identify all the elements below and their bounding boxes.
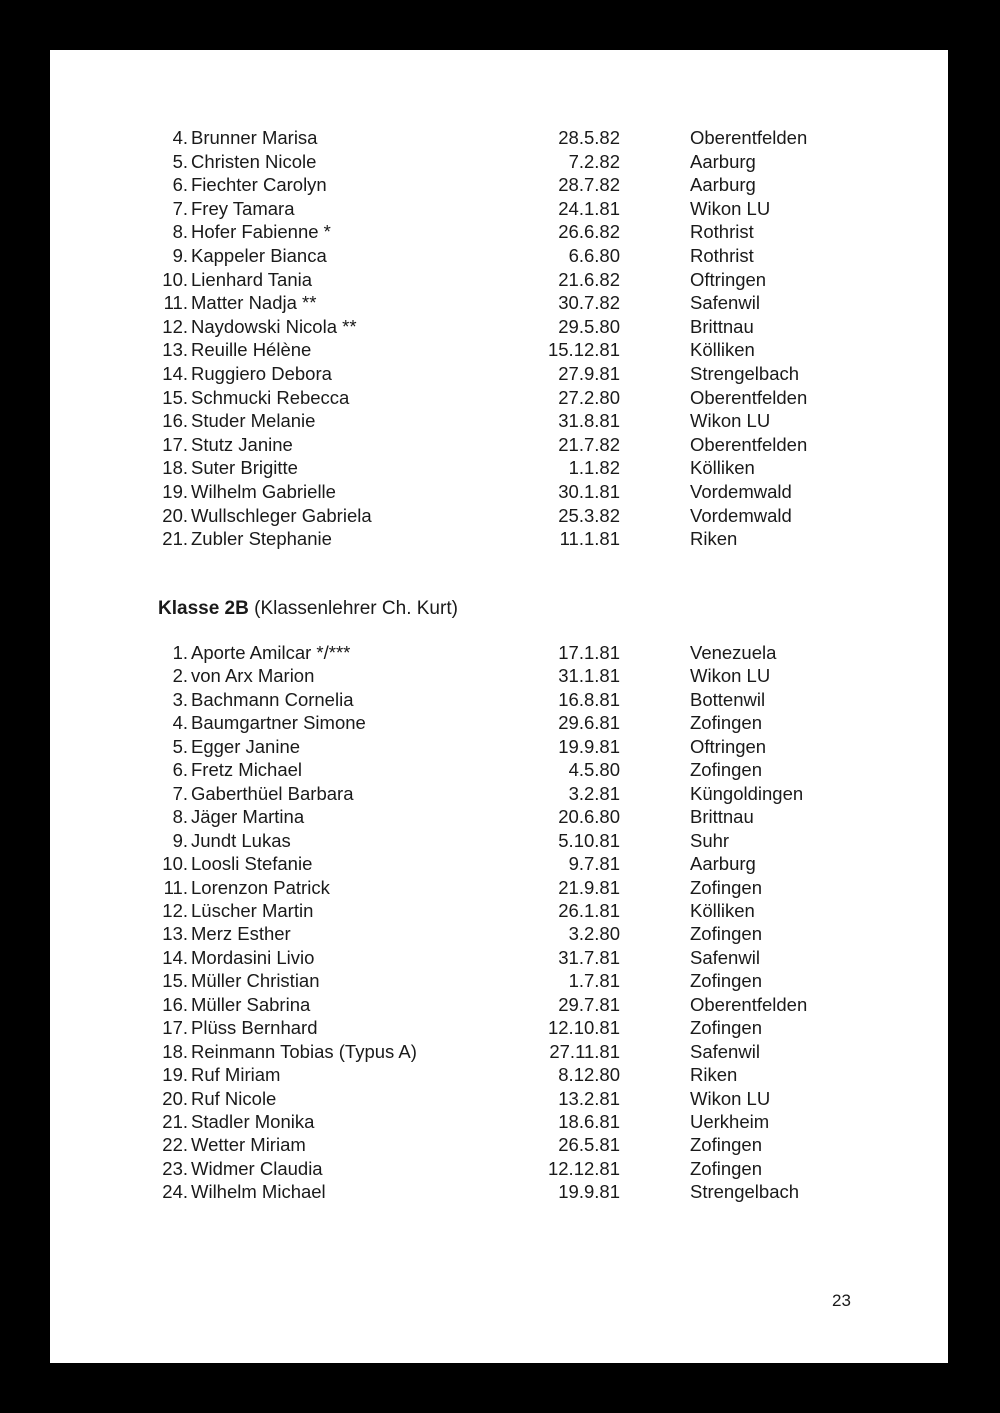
student-name: Widmer Claudia xyxy=(191,1157,323,1179)
list-item xyxy=(50,1016,948,1040)
home-town: Safenwil xyxy=(690,292,760,314)
entry-number: 6. xyxy=(172,174,188,196)
student-name: Loosli Stefanie xyxy=(191,853,313,875)
home-town: Venezuela xyxy=(690,642,777,663)
class-heading xyxy=(158,597,458,621)
entry-number: 18. xyxy=(162,1040,188,1062)
entry-number: 17. xyxy=(162,1017,188,1039)
student-name: Studer Melanie xyxy=(191,410,316,432)
entry-number: 24. xyxy=(162,1181,188,1203)
student-name: Stutz Janine xyxy=(191,433,293,455)
entry-number: 7. xyxy=(172,197,188,219)
home-town: Oftringen xyxy=(690,268,767,290)
home-town: Küngoldingen xyxy=(690,782,804,804)
home-town: Oberentfelden xyxy=(690,386,808,408)
list-item xyxy=(50,782,948,806)
birth-date: 28.5.82 xyxy=(558,127,620,148)
birth-date: 29.7.81 xyxy=(558,993,620,1015)
entry-number: 21. xyxy=(162,528,188,550)
home-town: Wikon LU xyxy=(690,410,771,432)
entry-number: 12. xyxy=(162,315,188,337)
home-town: Vordemwald xyxy=(690,504,792,526)
list-item xyxy=(50,480,948,504)
entry-number: 15. xyxy=(162,386,188,408)
home-town: Aarburg xyxy=(690,174,756,196)
birth-date: 26.1.81 xyxy=(558,899,620,921)
entry-number: 10. xyxy=(162,853,188,875)
entry-number: 12. xyxy=(162,899,188,921)
birth-date: 6.6.80 xyxy=(568,245,620,266)
student-name: Jäger Martina xyxy=(191,806,305,828)
birth-date: 7.2.82 xyxy=(568,150,620,172)
home-town: Zofingen xyxy=(690,923,762,945)
student-name: Reuille Hélène xyxy=(191,339,312,361)
list-item xyxy=(50,664,948,688)
list-item xyxy=(50,173,948,197)
list-item xyxy=(50,220,948,244)
birth-date: 19.9.81 xyxy=(558,735,620,757)
birth-date: 12.12.81 xyxy=(547,1157,620,1179)
home-town: Oberentfelden xyxy=(690,433,808,455)
birth-date: 25.3.82 xyxy=(558,504,620,526)
home-town: Zofingen xyxy=(690,1134,762,1156)
birth-date: 3.2.80 xyxy=(568,923,620,945)
home-town: Kölliken xyxy=(690,457,755,479)
student-name: Fiechter Carolyn xyxy=(191,174,327,196)
birth-date: 31.8.81 xyxy=(558,410,620,432)
home-town: Zofingen xyxy=(690,1157,762,1179)
home-town: Suhr xyxy=(690,829,730,851)
student-name: von Arx Marion xyxy=(191,665,315,687)
student-name: Naydowski Nicola ** xyxy=(191,315,357,337)
list-item xyxy=(50,641,948,665)
entry-number: 22. xyxy=(162,1134,188,1156)
home-town: Brittnau xyxy=(690,315,754,337)
page-number: 23 xyxy=(832,1291,851,1310)
document-page xyxy=(50,50,948,1363)
list-item xyxy=(50,829,948,853)
entry-number: 13. xyxy=(162,923,188,945)
birth-date: 21.7.82 xyxy=(558,433,620,455)
list-item xyxy=(50,504,948,528)
home-town: Zofingen xyxy=(690,1017,762,1039)
birth-date: 13.2.81 xyxy=(558,1087,620,1109)
student-name: Ruggiero Debora xyxy=(191,363,332,384)
entry-number: 19. xyxy=(162,1064,188,1086)
student-name: Kappeler Bianca xyxy=(191,245,327,266)
birth-date: 9.7.81 xyxy=(568,853,620,875)
birth-date: 20.6.80 xyxy=(558,806,620,828)
home-town: Oftringen xyxy=(690,735,767,757)
birth-date: 27.9.81 xyxy=(558,363,620,384)
student-name: Aporte Amilcar */*** xyxy=(191,642,351,663)
student-name: Merz Esther xyxy=(191,923,291,945)
entry-number: 4. xyxy=(172,712,188,734)
home-town: Strengelbach xyxy=(690,363,800,384)
entry-number: 11. xyxy=(163,876,188,898)
student-name: Gaberthüel Barbara xyxy=(191,782,354,804)
home-town: Bottenwil xyxy=(690,688,766,710)
birth-date: 11.1.81 xyxy=(559,528,620,550)
list-item xyxy=(50,946,948,970)
home-town: Oberentfelden xyxy=(690,127,808,148)
entry-number: 9. xyxy=(172,829,188,851)
entry-number: 5. xyxy=(172,735,188,757)
birth-date: 16.8.81 xyxy=(558,688,620,710)
class-subtitle: (Klassenlehrer Ch. Kurt) xyxy=(254,598,458,619)
student-name: Lorenzon Patrick xyxy=(191,876,330,898)
birth-date: 15.12.81 xyxy=(547,339,620,361)
list-item xyxy=(50,1110,948,1134)
entry-number: 23. xyxy=(162,1157,188,1179)
list-item xyxy=(50,1157,948,1181)
list-item xyxy=(50,150,948,174)
entry-number: 16. xyxy=(162,410,188,432)
entry-number: 7. xyxy=(172,782,188,804)
home-town: Oberentfelden xyxy=(690,993,808,1015)
list-item xyxy=(50,126,948,150)
home-town: Zofingen xyxy=(690,876,762,898)
student-name: Reinmann Tobias (Typus A) xyxy=(191,1040,417,1062)
class-title: Klasse 2B xyxy=(158,598,249,619)
list-item xyxy=(50,899,948,923)
birth-date: 1.7.81 xyxy=(568,970,620,992)
entry-number: 13. xyxy=(162,339,188,361)
entry-number: 19. xyxy=(162,481,188,502)
student-name: Schmucki Rebecca xyxy=(191,386,350,408)
home-town: Vordemwald xyxy=(690,481,792,502)
entry-number: 17. xyxy=(162,433,188,455)
entry-number: 20. xyxy=(162,1087,188,1109)
student-name: Wetter Miriam xyxy=(191,1134,306,1156)
list-item xyxy=(50,852,948,876)
entry-number: 18. xyxy=(162,457,188,479)
student-name: Lienhard Tania xyxy=(191,268,313,290)
list-item xyxy=(50,433,948,457)
birth-date: 29.5.80 xyxy=(558,315,620,337)
home-town: Zofingen xyxy=(690,759,762,781)
list-item xyxy=(50,527,948,551)
student-name: Lüscher Martin xyxy=(191,899,314,921)
birth-date: 3.2.81 xyxy=(568,782,620,804)
list-item xyxy=(50,315,948,339)
list-item xyxy=(50,993,948,1017)
student-name: Christen Nicole xyxy=(191,150,317,172)
entry-number: 4. xyxy=(172,127,188,148)
student-name: Frey Tamara xyxy=(191,197,295,219)
student-name: Zubler Stephanie xyxy=(191,528,332,550)
birth-date: 27.2.80 xyxy=(558,386,620,408)
entry-number: 8. xyxy=(172,806,188,828)
home-town: Riken xyxy=(690,528,738,550)
entry-number: 3. xyxy=(172,688,188,710)
list-item xyxy=(50,338,948,362)
birth-date: 21.9.81 xyxy=(558,876,620,898)
birth-date: 31.1.81 xyxy=(558,665,620,687)
entry-number: 9. xyxy=(172,245,188,266)
home-town: Wikon LU xyxy=(690,665,771,687)
entry-number: 6. xyxy=(172,759,188,781)
birth-date: 1.1.82 xyxy=(568,457,620,479)
entry-number: 5. xyxy=(172,150,188,172)
entry-number: 21. xyxy=(162,1111,188,1132)
student-name: Bachmann Cornelia xyxy=(191,688,354,710)
entry-number: 16. xyxy=(162,993,188,1015)
list-item xyxy=(50,805,948,829)
list-item xyxy=(50,758,948,782)
list-item xyxy=(50,409,948,433)
list-item xyxy=(50,922,948,946)
student-name: Fretz Michael xyxy=(191,759,303,781)
birth-date: 30.7.82 xyxy=(558,292,620,314)
entry-number: 11. xyxy=(163,292,188,314)
list-item xyxy=(50,386,948,410)
birth-date: 5.10.81 xyxy=(558,829,620,851)
birth-date: 12.10.81 xyxy=(547,1017,620,1039)
home-town: Aarburg xyxy=(690,150,756,172)
list-item xyxy=(50,711,948,735)
home-town: Uerkheim xyxy=(690,1111,770,1132)
birth-date: 8.12.80 xyxy=(558,1064,620,1086)
student-name: Müller Sabrina xyxy=(191,993,311,1015)
student-name: Suter Brigitte xyxy=(191,457,298,479)
list-item xyxy=(50,969,948,993)
home-town: Rothrist xyxy=(690,221,754,243)
home-town: Rothrist xyxy=(690,245,754,266)
home-town: Zofingen xyxy=(690,712,762,734)
home-town: Wikon LU xyxy=(690,197,771,219)
list-item xyxy=(50,291,948,315)
list-item xyxy=(50,362,948,386)
home-town: Strengelbach xyxy=(690,1181,800,1203)
birth-date: 31.7.81 xyxy=(558,946,620,968)
home-town: Safenwil xyxy=(690,1040,760,1062)
student-name: Matter Nadja ** xyxy=(191,292,317,314)
home-town: Riken xyxy=(690,1064,738,1086)
student-name: Mordasini Livio xyxy=(191,946,315,968)
birth-date: 17.1.81 xyxy=(558,642,620,663)
student-name: Wullschleger Gabriela xyxy=(191,504,372,526)
student-name: Baumgartner Simone xyxy=(191,712,366,734)
student-name: Jundt Lukas xyxy=(191,829,291,851)
student-name: Ruf Nicole xyxy=(191,1087,277,1109)
birth-date: 27.11.81 xyxy=(549,1040,620,1062)
birth-date: 19.9.81 xyxy=(558,1181,620,1203)
entry-number: 20. xyxy=(162,504,188,526)
entry-number: 14. xyxy=(162,946,188,968)
home-town: Kölliken xyxy=(690,899,755,921)
student-name: Ruf Miriam xyxy=(191,1064,281,1086)
list-item xyxy=(50,244,948,268)
student-name: Stadler Monika xyxy=(191,1111,315,1132)
student-name: Plüss Bernhard xyxy=(191,1017,318,1039)
list-item xyxy=(50,876,948,900)
home-town: Brittnau xyxy=(690,806,754,828)
student-name: Brunner Marisa xyxy=(191,127,318,148)
list-item xyxy=(50,1180,948,1204)
birth-date: 18.6.81 xyxy=(558,1111,620,1132)
list-item xyxy=(50,735,948,759)
birth-date: 26.5.81 xyxy=(558,1134,620,1156)
home-town: Wikon LU xyxy=(690,1087,771,1109)
entry-number: 14. xyxy=(162,363,188,384)
list-item xyxy=(50,1040,948,1064)
list-item xyxy=(50,456,948,480)
home-town: Zofingen xyxy=(690,970,762,992)
birth-date: 28.7.82 xyxy=(558,174,620,196)
birth-date: 30.1.81 xyxy=(558,481,620,502)
list-item xyxy=(50,688,948,712)
birth-date: 21.6.82 xyxy=(558,268,620,290)
home-town: Aarburg xyxy=(690,853,756,875)
birth-date: 26.6.82 xyxy=(558,221,620,243)
list-item xyxy=(50,268,948,292)
list-item xyxy=(50,1133,948,1157)
entry-number: 15. xyxy=(162,970,188,992)
list-item xyxy=(50,197,948,221)
birth-date: 4.5.80 xyxy=(568,759,620,781)
entry-number: 2. xyxy=(172,665,188,687)
home-town: Safenwil xyxy=(690,946,760,968)
entry-number: 8. xyxy=(172,221,188,243)
birth-date: 24.1.81 xyxy=(558,197,620,219)
list-item xyxy=(50,1087,948,1111)
home-town: Kölliken xyxy=(690,339,755,361)
student-name: Wilhelm Michael xyxy=(191,1181,326,1203)
student-name: Egger Janine xyxy=(191,735,301,757)
student-name: Wilhelm Gabrielle xyxy=(191,481,336,502)
entry-number: 10. xyxy=(162,268,188,290)
list-item xyxy=(50,1063,948,1087)
student-name: Hofer Fabienne * xyxy=(191,221,331,243)
entry-number: 1. xyxy=(172,642,188,663)
birth-date: 29.6.81 xyxy=(558,712,620,734)
student-name: Müller Christian xyxy=(191,970,320,992)
